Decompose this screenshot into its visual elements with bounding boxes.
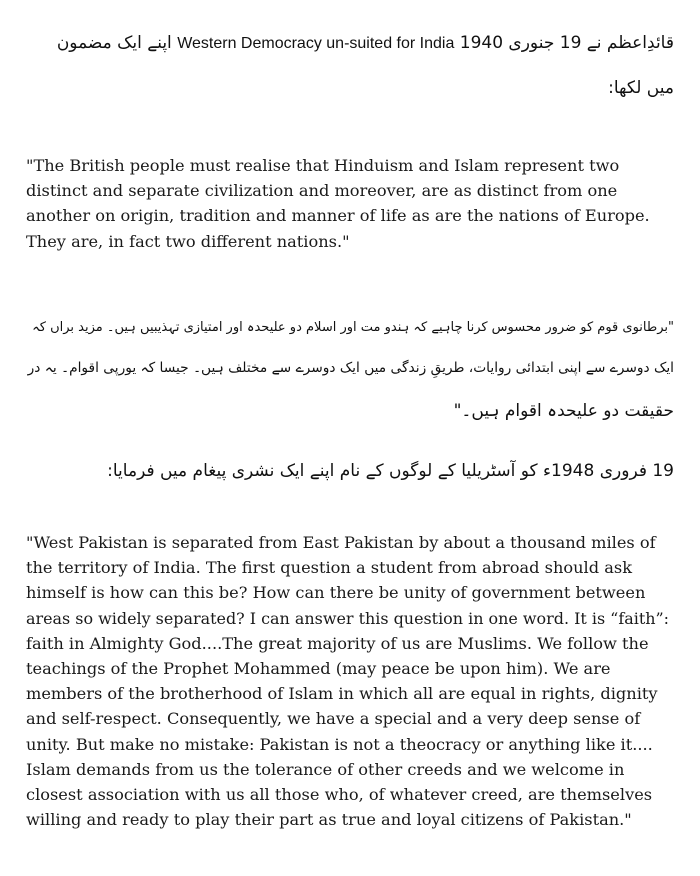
urdu-translation-line: حقیقت دو علیحدہ اقوام ہیں۔" bbox=[453, 401, 674, 421]
quote-2-line: teachings of the Prophet Mohammed (may peace be upon him). We are bbox=[26, 659, 611, 679]
urdu-translation-line: ایک دوسرے سے اپنی ابتدائی روایات، طریقِ زندگی میں ایک دوسرے سے مختلف ہیں۔ جیسا کہ یورپی اقوام۔ یہ در bbox=[27, 360, 674, 376]
quote-1903 bbox=[26, 153, 676, 254]
quote-1-line: "The British people must realise that Hinduism and Islam represent two bbox=[26, 156, 620, 175]
urdu-translation-line: "برطانوی قوم کو ضرور محسوس کرنا چاہیے کہ ہندو مت اور اسلام دو علیحدہ اور امتیازی تہذیبیں ہیں۔ مزید براں کہ bbox=[32, 320, 674, 335]
urdu-heading-1-line-2: میں لکھا: bbox=[608, 78, 674, 98]
article-title: Western Democracy un-suited for India bbox=[177, 35, 455, 52]
urdu-heading-2: 19 فروری 1948ء کو آسٹریلیا کے لوگوں کے نام اپنے ایک نشری پیغام میں فرمایا: bbox=[107, 461, 674, 481]
quote-2-line: "West Pakistan is separated from East Pakistan by about a thousand miles of bbox=[26, 533, 656, 552]
quote-2-line: himself is how can this be? How can there be unity of government between bbox=[26, 583, 646, 603]
quote-1-line: distinct and separate civilization and moreover, are as distinct from one bbox=[26, 181, 618, 201]
quote-1-line: They are, in fact two different nations." bbox=[26, 231, 350, 251]
urdu-heading-1-tail: اپنے ایک مضمون bbox=[56, 33, 172, 53]
urdu-heading-1-lead: قائدِاعظم نے 19 جنوری 1940 bbox=[459, 33, 674, 53]
quote-2-line: willing and ready to play their part as true and loyal citizens of Pakistan." bbox=[26, 810, 632, 830]
quote-1-line: another on origin, tradition and manner of life as are the nations of Europe. bbox=[26, 206, 650, 226]
quote-2-line: areas so widely separated? I can answer this question in one word. It is “faith”: bbox=[26, 608, 670, 628]
quote-2-line: members of the brotherhood of Islam in which all are equal in rights, dignity bbox=[26, 684, 658, 704]
quote-2-line: Islam demands from us the tolerance of other creeds and we welcome in bbox=[26, 759, 625, 779]
quote-2-line: and self-respect. Consequently, we have a special and a very deep sense of bbox=[26, 709, 641, 729]
quote-1948 bbox=[26, 530, 676, 832]
quote-2-line: the territory of India. The first question a student from abroad should ask bbox=[26, 558, 633, 578]
quote-2-line: closest association with us all those who, of whatever creed, are themselves bbox=[26, 785, 653, 805]
urdu-heading-1 bbox=[57, 32, 674, 53]
quote-2-line: unity. But make no mistake: Pakistan is not a theocracy or anything like it.... bbox=[26, 734, 653, 754]
quote-2-line: faith in Almighty God....The great majority of us are Muslims. We follow the bbox=[26, 633, 649, 653]
